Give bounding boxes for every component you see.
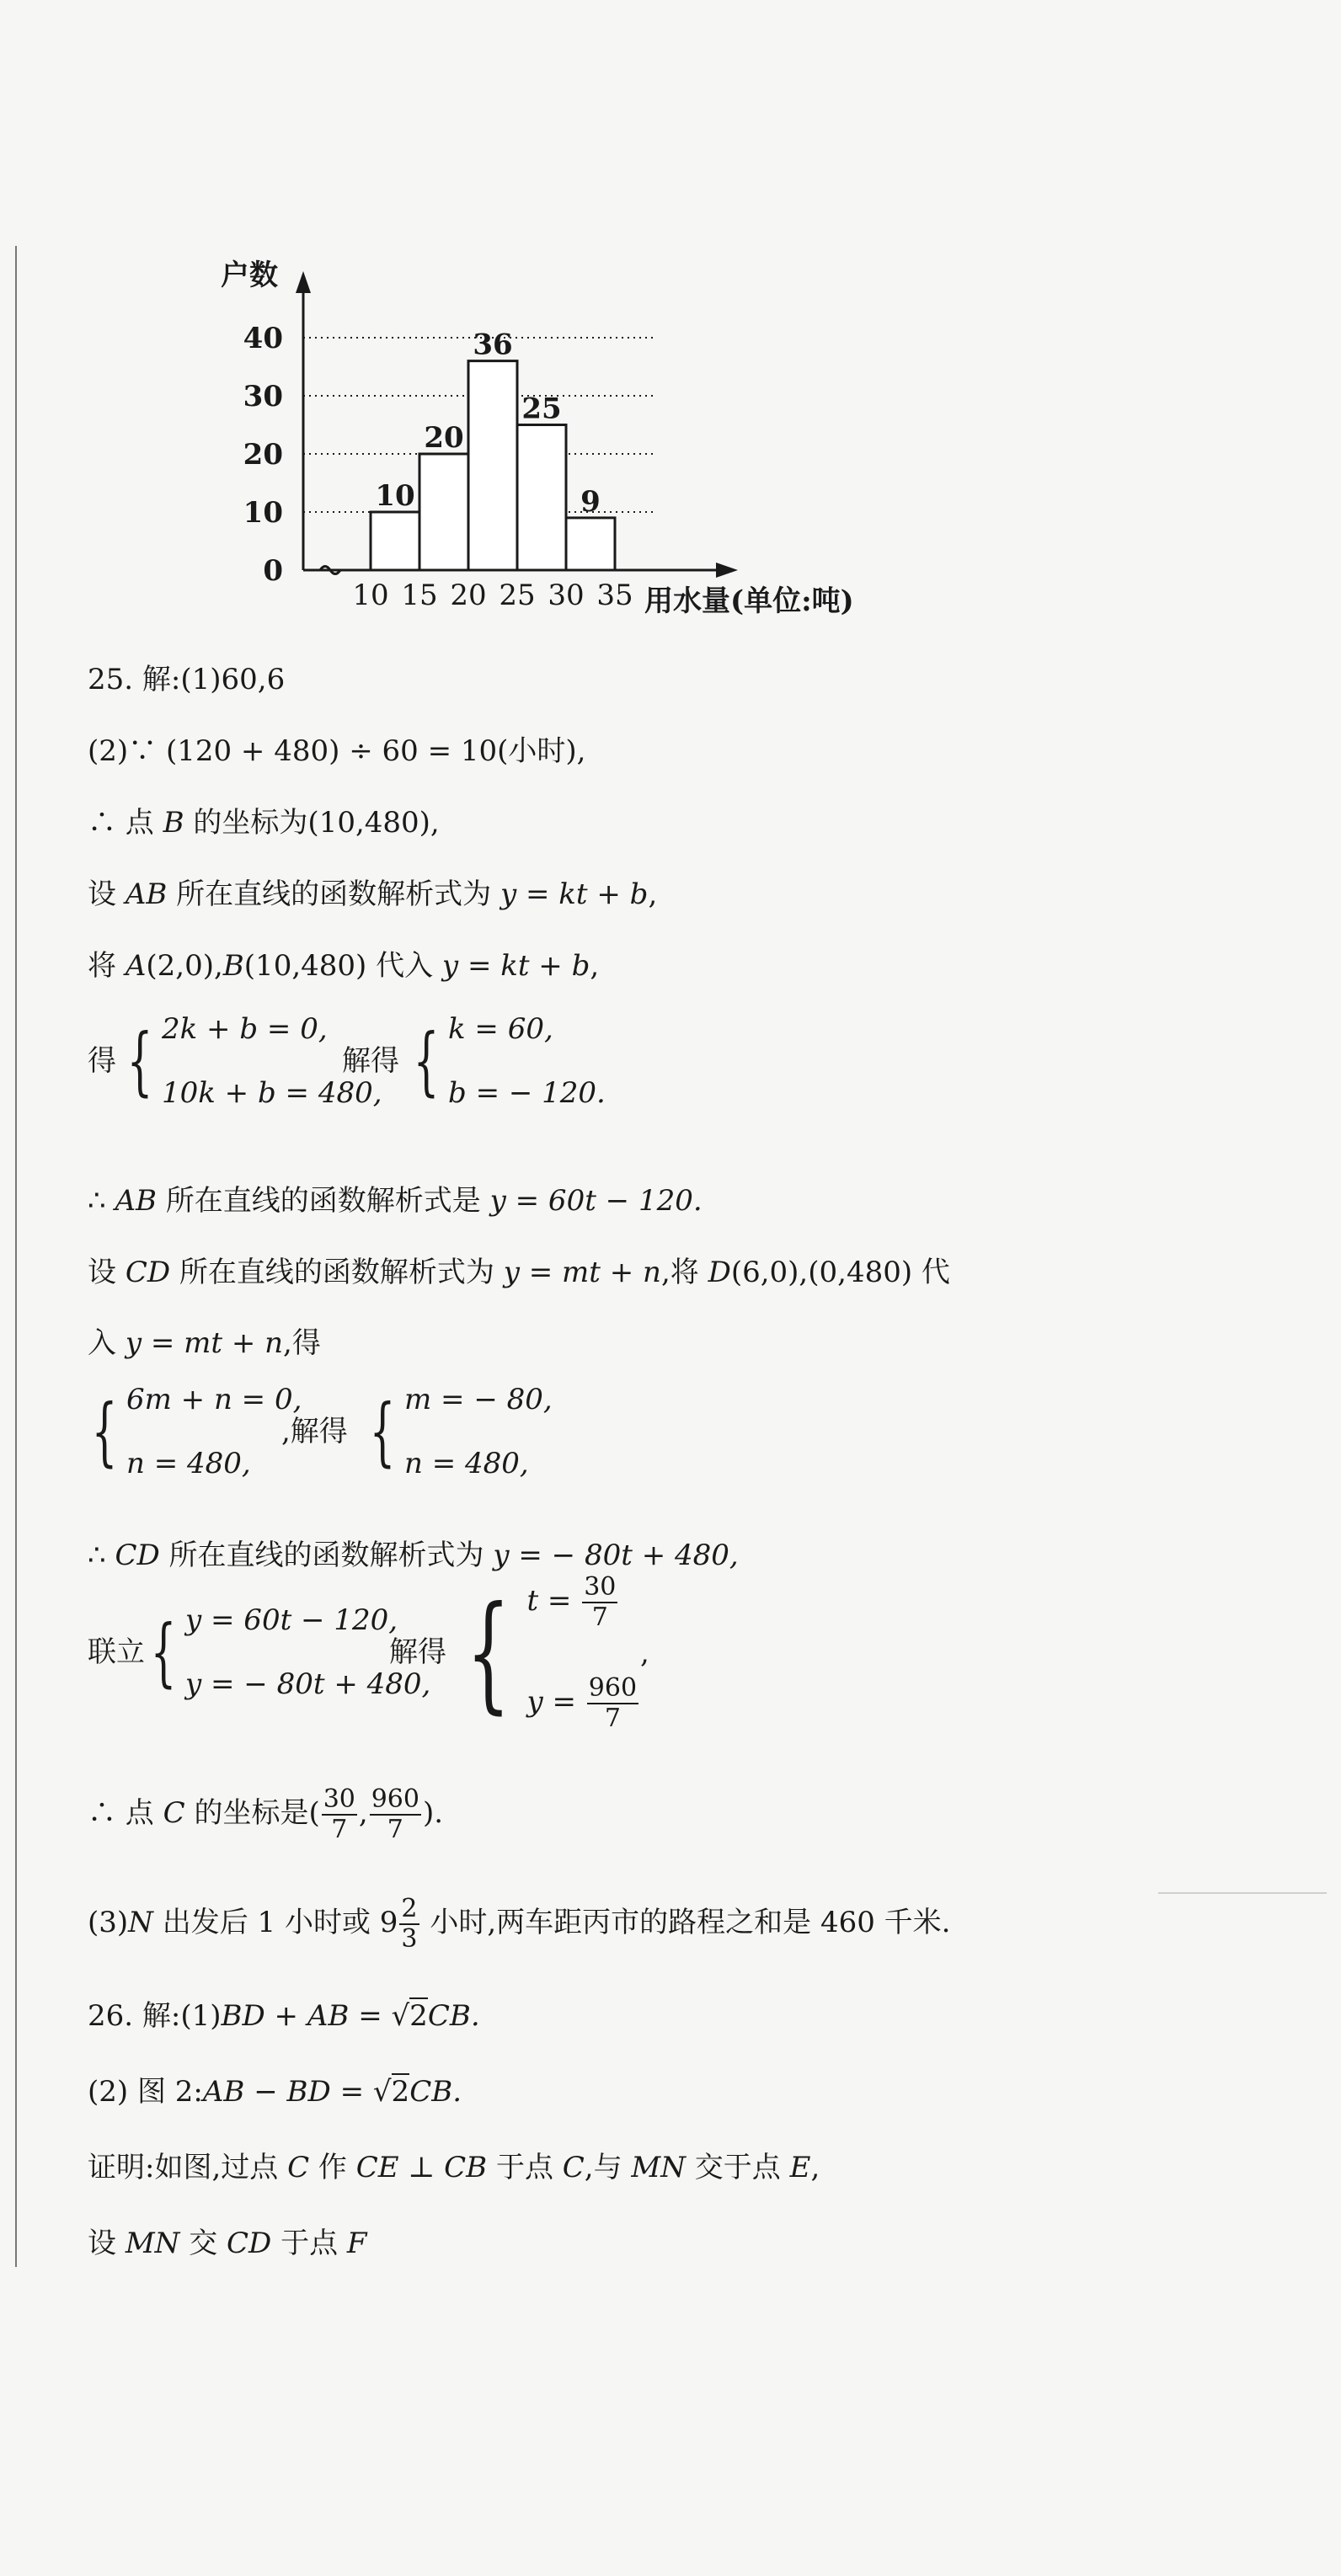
p25-line-4 bbox=[88, 876, 657, 913]
p25-line-5 bbox=[88, 947, 599, 984]
faint-divider bbox=[1158, 1892, 1327, 1894]
text: ∴ bbox=[88, 1539, 115, 1572]
y-tick-label: 10 bbox=[243, 496, 283, 530]
var-CB: CB. bbox=[427, 1999, 480, 2033]
y-tick-label: 30 bbox=[243, 380, 283, 413]
numerator: 30 bbox=[323, 1784, 355, 1814]
p25-line-3 bbox=[88, 804, 440, 841]
data-label: 25 bbox=[521, 392, 562, 426]
left-brace-icon: { bbox=[466, 1580, 510, 1726]
sys1-results bbox=[404, 1011, 606, 1112]
var-F: F bbox=[346, 2227, 367, 2260]
equation: y = bbox=[526, 1685, 576, 1719]
var-B: B bbox=[163, 806, 184, 840]
p25-line-9 bbox=[88, 1325, 321, 1362]
denominator: 7 bbox=[604, 1704, 621, 1733]
equation: m = − 80, bbox=[404, 1383, 553, 1416]
var-D: D bbox=[708, 1256, 731, 1289]
p25-line-8 bbox=[88, 1254, 950, 1291]
bar-25-30 bbox=[517, 425, 566, 571]
text: , bbox=[648, 877, 658, 911]
text: 作 bbox=[309, 2151, 356, 2184]
equation: y = mt + n bbox=[125, 1326, 284, 1360]
sys2-equations bbox=[83, 1381, 302, 1482]
equation: y = kt + b bbox=[441, 949, 590, 983]
fraction bbox=[587, 1674, 638, 1733]
bar-15-20 bbox=[419, 454, 468, 570]
bars bbox=[371, 361, 615, 570]
p26-line-2 bbox=[88, 2073, 462, 2110]
fraction bbox=[399, 1895, 419, 1954]
sqrt-icon: √ bbox=[372, 2075, 392, 2109]
text: 设 bbox=[88, 2227, 126, 2260]
x-axis-label: 用水量(单位:吨) bbox=[644, 584, 854, 618]
x-tick-label: 35 bbox=[596, 579, 633, 612]
text: (2) 图 2: bbox=[88, 2075, 203, 2109]
text: 于点 bbox=[487, 2151, 563, 2184]
sqrt-icon: √ bbox=[391, 1999, 410, 2033]
var-AB: AB bbox=[125, 877, 168, 911]
p26-line-3 bbox=[88, 2149, 820, 2186]
text: 交 bbox=[179, 2227, 227, 2260]
text: ). bbox=[422, 1796, 444, 1830]
p25-line-7 bbox=[88, 1182, 703, 1219]
left-brace-icon: { bbox=[91, 1388, 118, 1475]
denominator: 7 bbox=[387, 1815, 403, 1844]
equation: y = 60t − 120, bbox=[185, 1603, 398, 1637]
equation: CE ⊥ CB bbox=[355, 2151, 488, 2184]
text: 所在直线的函数解析式为 bbox=[170, 1256, 504, 1289]
x-tick-label: 20 bbox=[450, 579, 487, 612]
left-brace-icon: { bbox=[150, 1608, 177, 1695]
equation: b = − 120. bbox=[448, 1076, 606, 1110]
sys3-equations bbox=[142, 1602, 430, 1703]
sys2-results bbox=[361, 1381, 553, 1482]
fraction bbox=[582, 1573, 617, 1632]
var-CB: CB. bbox=[409, 2075, 462, 2109]
fraction bbox=[322, 1785, 357, 1844]
text: ∴ 点 bbox=[88, 1796, 163, 1830]
x-axis-arrow-icon bbox=[716, 563, 738, 578]
text: 证明:如图,过点 bbox=[88, 2151, 288, 2184]
y-axis-label: 户数 bbox=[221, 259, 278, 292]
sys1-solve-label: 解得 bbox=[342, 1044, 399, 1078]
x-tick-label: 30 bbox=[548, 579, 585, 612]
var-MN: MN bbox=[125, 2227, 180, 2260]
sys3-results bbox=[450, 1573, 649, 1733]
comma: , bbox=[640, 1636, 649, 1670]
data-label: 20 bbox=[424, 421, 464, 455]
text: 所在直线的函数解析式为 bbox=[159, 1539, 494, 1572]
text: ,得 bbox=[283, 1326, 321, 1360]
text: 所在直线的函数解析式是 bbox=[157, 1184, 490, 1218]
denominator: 7 bbox=[591, 1603, 608, 1632]
data-label: 9 bbox=[580, 484, 601, 519]
equation: y = mt + n bbox=[503, 1256, 661, 1289]
numerator: 2 bbox=[401, 1894, 418, 1923]
text: ,将 bbox=[660, 1256, 708, 1289]
data-label: 10 bbox=[375, 479, 415, 513]
equation: AB − BD = bbox=[202, 2075, 373, 2109]
p25-line-1 bbox=[88, 661, 285, 698]
x-tick-label: 10 bbox=[352, 579, 389, 612]
sys3-label: 联立 bbox=[88, 1635, 145, 1669]
var-C: C bbox=[163, 1796, 185, 1830]
equation: y = kt + b bbox=[500, 877, 649, 911]
numerator: 30 bbox=[584, 1572, 617, 1602]
bar-20-25 bbox=[468, 361, 517, 570]
data-label: 36 bbox=[473, 328, 513, 362]
p25-line-13 bbox=[88, 1785, 443, 1844]
equation: BD + AB = bbox=[221, 1999, 392, 2033]
p25-line-14 bbox=[88, 1895, 950, 1954]
bar-10-15 bbox=[371, 512, 419, 570]
p26-line-4 bbox=[88, 2225, 367, 2262]
y-tick-label: 20 bbox=[243, 438, 283, 472]
y-tick-label: 0 bbox=[263, 554, 283, 588]
denominator: 7 bbox=[331, 1815, 348, 1844]
bar-30-35 bbox=[566, 518, 615, 570]
equation: y = − 80t + 480, bbox=[185, 1667, 431, 1701]
equation: n = 480, bbox=[404, 1447, 529, 1480]
text: (2,0), bbox=[146, 949, 223, 983]
left-brace-icon: { bbox=[126, 1017, 153, 1104]
text: (10,480) 代入 bbox=[243, 949, 442, 983]
p25-line-2 bbox=[88, 733, 585, 770]
var-E: E bbox=[789, 2151, 811, 2184]
numerator: 960 bbox=[371, 1784, 419, 1814]
equation: n = 480, bbox=[126, 1447, 251, 1480]
text: 26. 解:(1) bbox=[88, 1999, 222, 2033]
p26-line-1 bbox=[88, 1997, 480, 2035]
text: , bbox=[810, 2151, 820, 2184]
text: ∴ bbox=[88, 1184, 115, 1218]
text: 设 bbox=[88, 877, 126, 911]
var-B: B bbox=[222, 949, 244, 983]
text: 出发后 1 小时或 9 bbox=[152, 1906, 398, 1939]
x-tick-label: 25 bbox=[499, 579, 536, 612]
sys3-solve-label: 解得 bbox=[389, 1635, 446, 1669]
denominator: 3 bbox=[401, 1924, 418, 1954]
text: , bbox=[358, 1796, 368, 1830]
y-tick-label: 40 bbox=[243, 322, 283, 355]
equation: y = 60t − 120. bbox=[489, 1184, 703, 1218]
var-CD: CD bbox=[115, 1539, 160, 1572]
equation: t = bbox=[526, 1584, 572, 1618]
var-A: A bbox=[125, 949, 147, 983]
numerator: 960 bbox=[588, 1673, 638, 1703]
equation: k = 60, bbox=[448, 1012, 553, 1046]
text: 的坐标为(10,480), bbox=[184, 806, 440, 840]
text: , bbox=[590, 949, 600, 983]
p25-line-11 bbox=[88, 1537, 739, 1574]
equation: 2k + b = 0, bbox=[162, 1012, 328, 1046]
fraction bbox=[370, 1785, 421, 1844]
text: (3) bbox=[88, 1906, 129, 1939]
text: 小时,两车距丙市的路程之和是 460 千米. bbox=[420, 1906, 951, 1939]
text: 入 bbox=[88, 1326, 126, 1360]
equation: 6m + n = 0, bbox=[126, 1383, 302, 1416]
var-AB: AB bbox=[115, 1184, 157, 1218]
p25-answer-1: 25. 解:(1)60,6 bbox=[88, 663, 286, 696]
radicand: 2 bbox=[409, 1999, 428, 2033]
sys1-label: 得 bbox=[88, 1044, 116, 1078]
var-N: N bbox=[128, 1906, 153, 1939]
sys2-solve-label: ,解得 bbox=[281, 1415, 348, 1448]
histogram-chart bbox=[0, 0, 1341, 640]
p25-step-time: (2)∵ (120 + 480) ÷ 60 = 10(小时), bbox=[88, 734, 586, 768]
left-brace-icon: { bbox=[413, 1017, 440, 1104]
text: 将 bbox=[88, 949, 126, 983]
text: 于点 bbox=[271, 2227, 347, 2260]
text: 设 bbox=[88, 1256, 126, 1289]
var-MN: MN bbox=[631, 2151, 686, 2184]
equation: y = − 80t + 480, bbox=[493, 1539, 739, 1572]
text: 的坐标是( bbox=[184, 1796, 320, 1830]
text: (6,0),(0,480) 代 bbox=[730, 1256, 950, 1289]
var-C: C bbox=[287, 2151, 310, 2184]
var-CD: CD bbox=[227, 2227, 272, 2260]
x-tick-label: 15 bbox=[401, 579, 438, 612]
text: ∴ 点 bbox=[88, 806, 163, 840]
radicand: 2 bbox=[391, 2075, 410, 2109]
y-axis-arrow-icon bbox=[296, 271, 311, 293]
text: 所在直线的函数解析式为 bbox=[167, 877, 500, 911]
text: ,与 bbox=[584, 2151, 632, 2184]
text: 交于点 bbox=[686, 2151, 790, 2184]
var-CD: CD bbox=[125, 1256, 171, 1289]
equation: 10k + b = 480, bbox=[162, 1076, 382, 1110]
var-C: C bbox=[562, 2151, 585, 2184]
left-brace-icon: { bbox=[369, 1388, 396, 1475]
